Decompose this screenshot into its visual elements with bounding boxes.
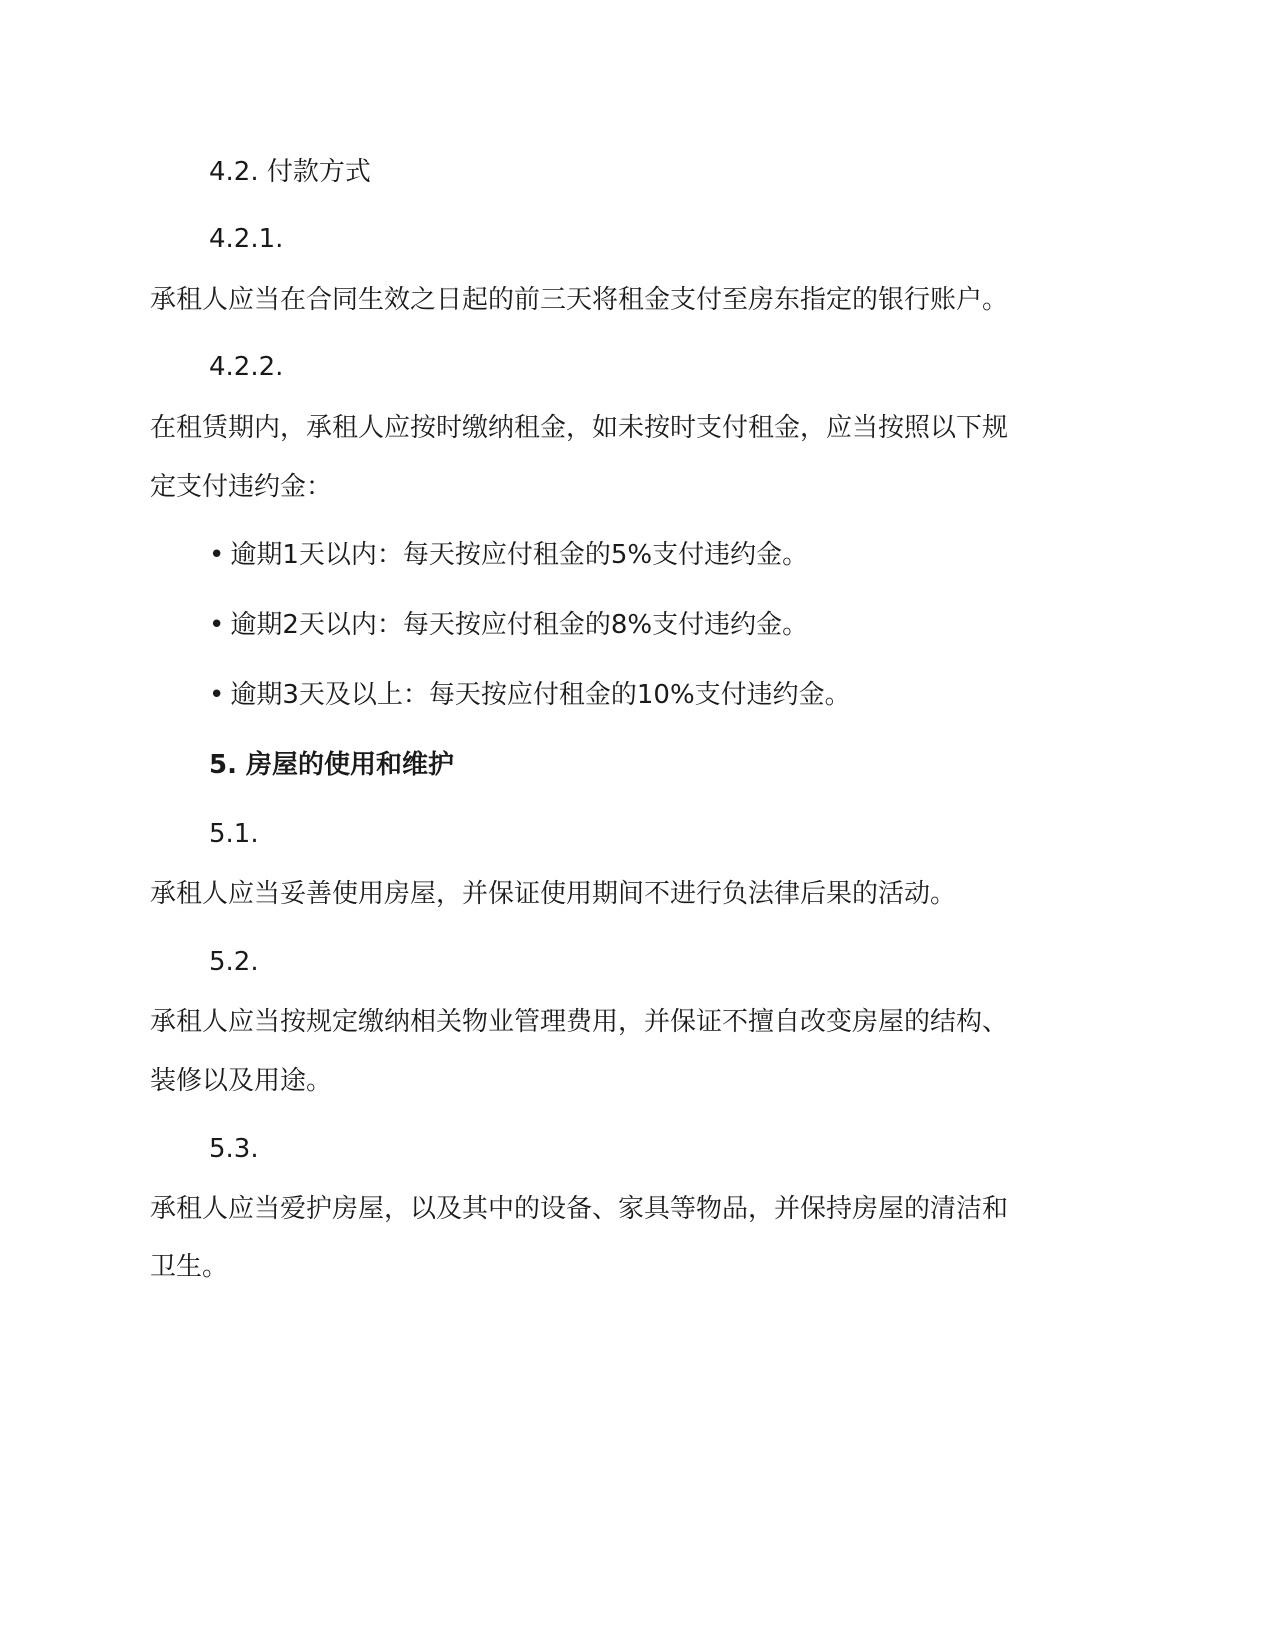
clause-5-2-text-line2: 装修以及用途。 xyxy=(150,1066,333,1096)
list-item xyxy=(209,538,808,572)
clause-5-3-text-line1: 承租人应当爱护房屋，以及其中的设备、家具等物品，并保持房屋的清洁和 xyxy=(150,1194,1009,1224)
list-item xyxy=(209,608,808,642)
clause-5-1-number: 5.1. xyxy=(209,819,259,849)
clause-4-2-2-text-line1: 在租赁期内，承租人应按时缴纳租金，如未按时支付租金，应当按照以下规 xyxy=(150,413,1009,443)
clause-5-2-number: 5.2. xyxy=(209,947,259,977)
list-item-text: 逾期1天以内：每天按应付租金的5%支付违约金。 xyxy=(230,540,809,570)
clause-4-2-1-number: 4.2.1. xyxy=(209,224,284,254)
clause-5-3-text-line2: 卫生。 xyxy=(150,1252,229,1282)
bullet-icon: • xyxy=(209,680,225,710)
clause-4-2-2-text-line2: 定支付违约金： xyxy=(150,472,333,502)
bullet-icon: • xyxy=(209,610,225,640)
clause-5-3-number: 5.3. xyxy=(209,1134,259,1164)
list-item xyxy=(209,678,851,712)
clause-5-1-text: 承租人应当妥善使用房屋，并保证使用期间不进行负法律后果的活动。 xyxy=(150,879,957,909)
clause-4-2-1-text: 承租人应当在合同生效之日起的前三天将租金支付至房东指定的银行账户。 xyxy=(150,285,1009,315)
list-item-text: 逾期3天及以上：每天按应付租金的10%支付违约金。 xyxy=(230,680,851,710)
bullet-icon: • xyxy=(209,540,225,570)
list-item-text: 逾期2天以内：每天按应付租金的8%支付违约金。 xyxy=(230,610,809,640)
clause-5-2-text-line1: 承租人应当按规定缴纳相关物业管理费用，并保证不擅自改变房屋的结构、 xyxy=(150,1007,1009,1037)
clause-4-2-2-number: 4.2.2. xyxy=(209,352,284,382)
section-5-heading: 5. 房屋的使用和维护 xyxy=(209,750,455,780)
section-4-2-heading: 4.2. 付款方式 xyxy=(209,157,371,187)
